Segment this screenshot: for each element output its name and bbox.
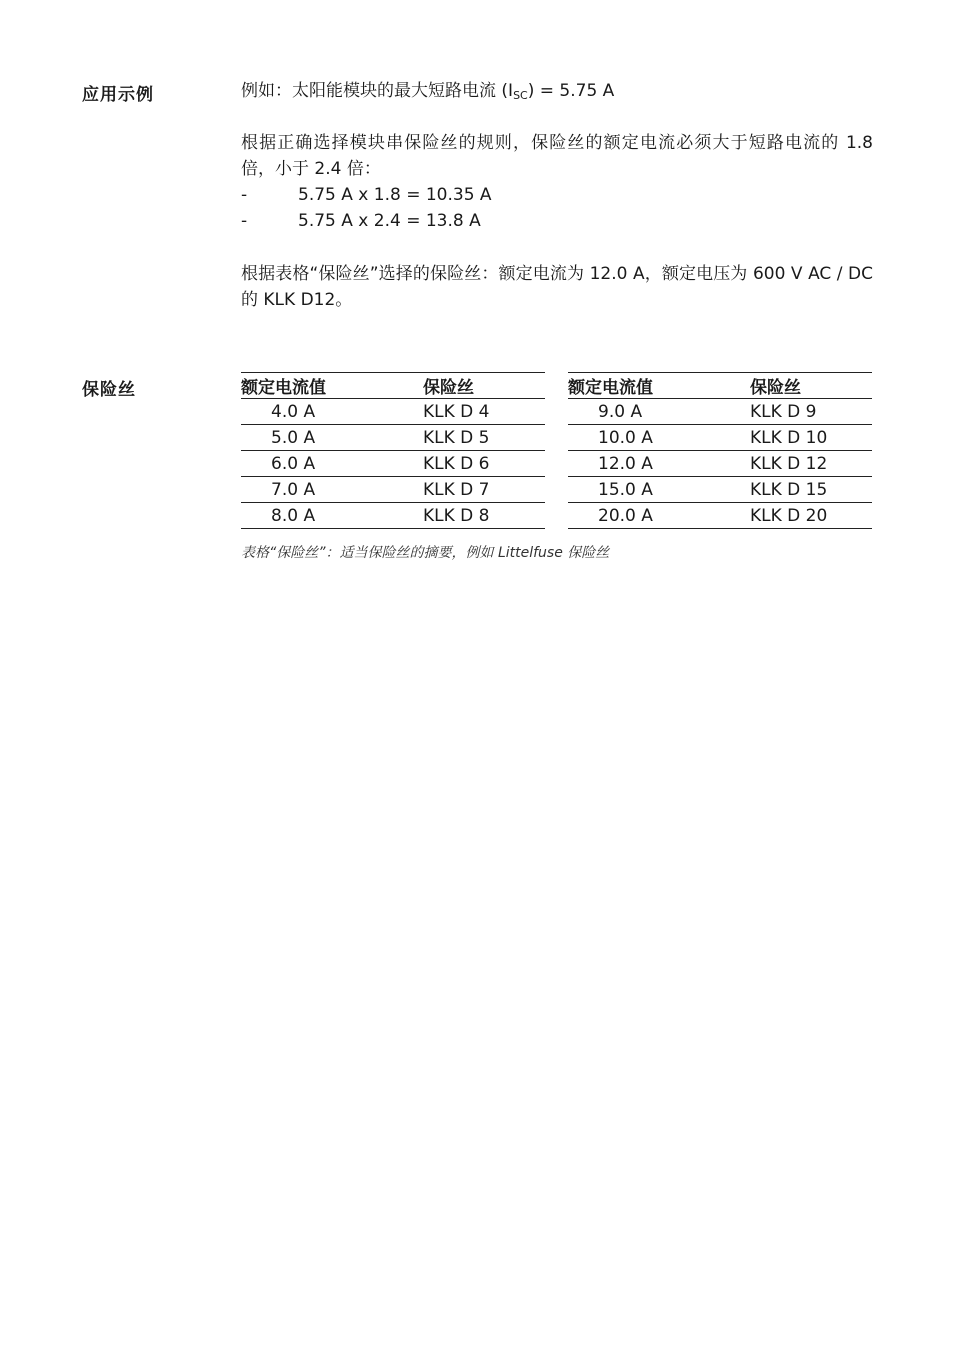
table-header-row	[241, 373, 545, 399]
table-row: 4.0 A KLK D 4	[241, 399, 545, 425]
table-row: 10.0 A KLK D 10	[568, 425, 872, 451]
section-label-example: 应用示例	[82, 85, 154, 105]
table-row: 5.0 A KLK D 5	[241, 425, 545, 451]
selection-content	[241, 261, 873, 313]
calculation-list	[241, 182, 873, 234]
table-caption: 表格“保险丝”：适当保险丝的摘要，例如 Littelfuse 保险丝	[241, 545, 610, 561]
table-row: 6.0 A KLK D 6	[241, 451, 545, 477]
table-row: 20.0 A KLK D 20	[568, 503, 872, 529]
column-header-rated-current: 额定电流值	[241, 373, 423, 399]
column-header-fuse: 保险丝	[750, 373, 872, 399]
table-header-row	[568, 373, 872, 399]
fuse-table-left	[241, 372, 545, 529]
example-short-circuit-line: 例如：太阳能模块的最大短路电流 $(I_{SC}) = 5.75$ A	[241, 81, 615, 102]
fuse-table-right	[568, 372, 872, 529]
table-row: 8.0 A KLK D 8	[241, 503, 545, 529]
example-content	[241, 78, 873, 109]
selection-paragraph: 根据表格“保险丝”选择的保险丝：额定电流为 12.0 A，额定电压为 600 V AC / DC 的 KLK D12。	[241, 264, 873, 310]
rule-paragraph: 根据正确选择模块串保险丝的规则，保险丝的额定电流必须大于短路电流的 1.8 倍，小于 2.4 倍：	[241, 133, 873, 179]
list-item: - 5.75 A x 1.8 = 10.35 A	[241, 185, 492, 205]
table-row: 12.0 A KLK D 12	[568, 451, 872, 477]
column-header-fuse: 保险丝	[423, 373, 545, 399]
rule-content	[241, 130, 873, 234]
list-item: - 5.75 A x 2.4 = 13.8 A	[241, 211, 481, 231]
section-label-fuses: 保险丝	[82, 380, 136, 400]
table-row: 7.0 A KLK D 7	[241, 477, 545, 503]
table-row: 9.0 A KLK D 9	[568, 399, 872, 425]
table-row: 15.0 A KLK D 15	[568, 477, 872, 503]
column-header-rated-current: 额定电流值	[568, 373, 750, 399]
